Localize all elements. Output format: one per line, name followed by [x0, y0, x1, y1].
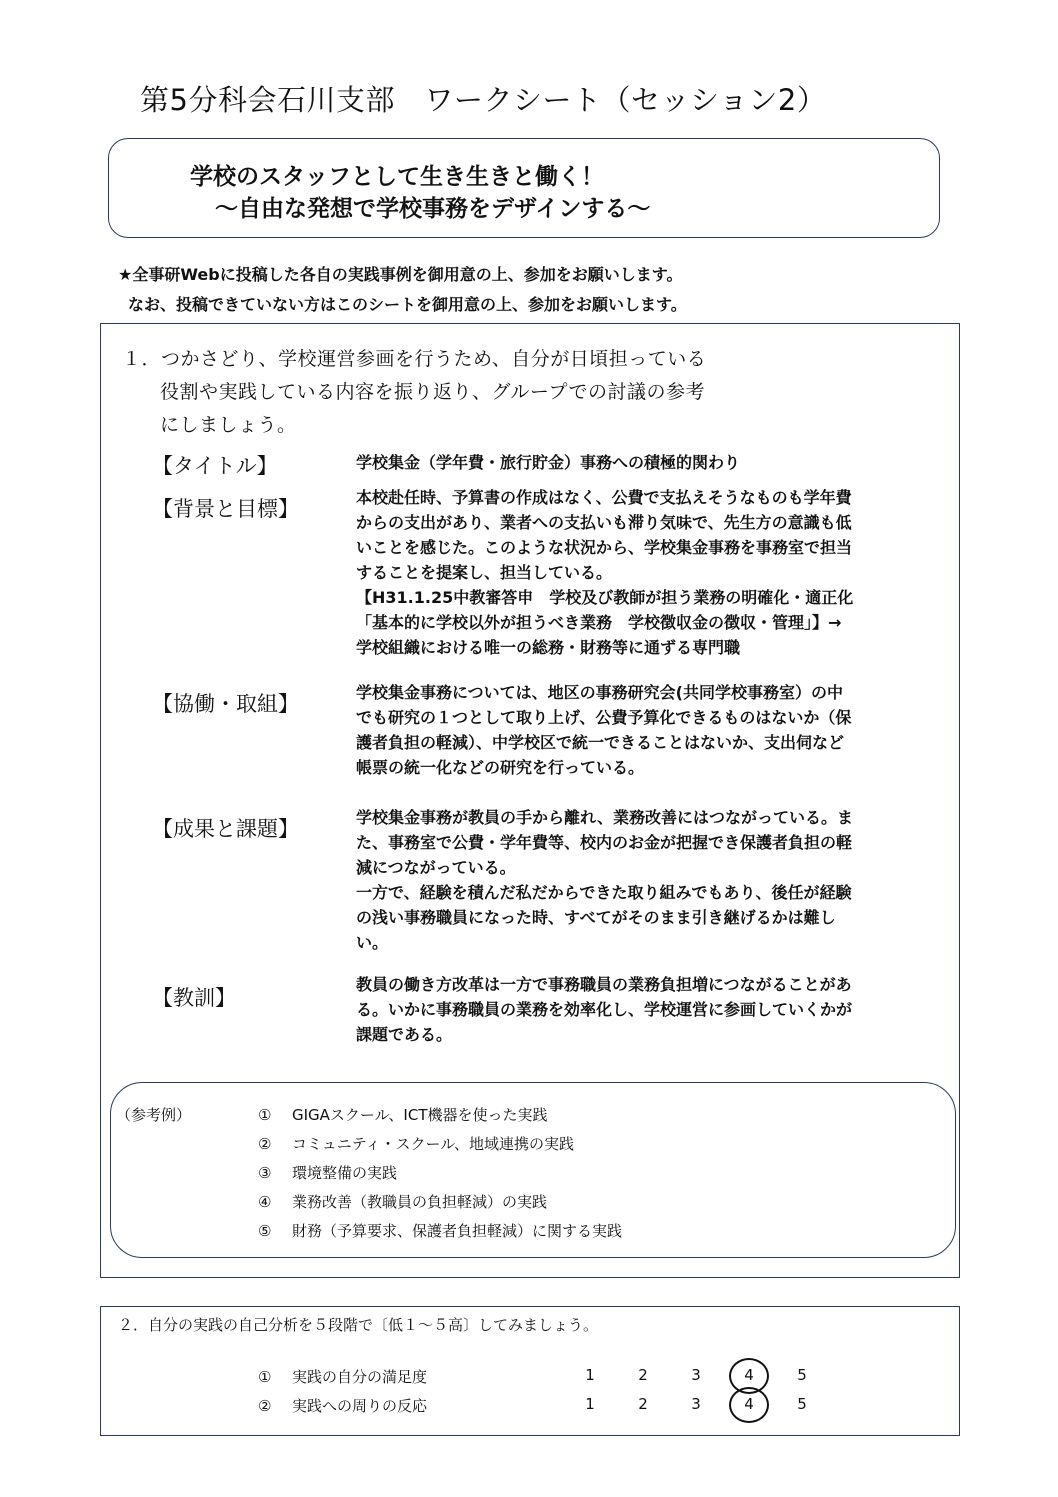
label-title: 【タイトル】 [152, 454, 278, 478]
label-background: 【背景と目標】 [152, 497, 299, 521]
content-background: 本校赴任時、予算書の作成はなく、公費で支払えそうなものも学年費 からの支出があり、業者への支払いも滞り気味で、先生方の意識も低 いことを感じた。このような状況から、学校集金事務を事務室で担当 することを提案し、担当している。 【H31.1.25中教審答申 学校及び教師が担う業務の明確化・適正化 「基本的に学校以外が担うべき業務 学校徴収金の徴収・管理」】→ 学校組織における唯一の総務・財務等に通ずる専門職 [356, 488, 854, 657]
rating-option[interactable]: 1 [585, 1366, 595, 1384]
rating-option[interactable]: 2 [638, 1395, 648, 1413]
content-results: 学校集金事務が教員の手から離れ、業務改善にはつながっている。ま た、事務室で公費・学年費等、校内のお金が把握でき保護者負担の軽 減につながっている。 一方で、経験を積んだ私だからできた取り組みでもあり、後任が経験 の浅い事務職員になった時、すべてがそのまま引き継げるかは難し い。 [356, 808, 853, 952]
notice-line-2: なお、投稿できていない方はこのシートを御用意の上、参加をお願いします。 [128, 295, 687, 314]
theme-subtitle: ～自由な発想で学校事務をデザインする～ [215, 196, 651, 222]
selected-rating-circle [729, 1387, 769, 1423]
section-2-question: ２．自分の実践の自己分析を５段階で〔低１～５高〕してみましょう。 [118, 1316, 599, 1334]
reference-item: ③ 環境整備の実践 [258, 1164, 398, 1182]
label-results: 【成果と課題】 [152, 817, 299, 841]
rating-option[interactable]: 1 [585, 1395, 595, 1413]
section-1-question-line: １．つかさどり、学校運営参画を行うため、自分が日頃担っている [122, 348, 707, 370]
rating-option[interactable]: 4 [744, 1366, 754, 1384]
rating-option[interactable]: 4 [744, 1395, 754, 1413]
rating-option[interactable]: 3 [691, 1366, 701, 1384]
rating-row-label: ① 実践の自分の満足度 [258, 1368, 428, 1386]
rating-option[interactable]: 5 [797, 1395, 807, 1413]
section-1-question-line: にしましょう。 [160, 414, 297, 436]
label-collaboration: 【協働・取組】 [152, 692, 299, 716]
content-title: 学校集金（学年費・旅行貯金）事務への積極的関わり [356, 453, 741, 472]
section-1-question-line: 役割や実践している内容を振り返り、グループでの討議の参考 [160, 381, 706, 403]
content-collaboration: 学校集金事務については、地区の事務研究会(共同学校事務室）の中 でも研究の１つとして取り上げ、公費予算化できるものはないか（保 護者負担の軽減）、中学校区で統一できることはないか、支出伺など 帳票の統一化などの研究を行っている。 [356, 683, 852, 777]
reference-label: （参考例） [116, 1106, 192, 1124]
label-lessons: 【教訓】 [152, 986, 236, 1010]
theme-title: 学校のスタッフとして生き生きと働く！ [190, 164, 604, 190]
worksheet-title: 第5分科会石川支部 ワークシート（セッション2） [140, 83, 827, 117]
rating-row-label: ② 実践への周りの反応 [258, 1397, 428, 1415]
rating-option[interactable]: 2 [638, 1366, 648, 1384]
notice-line-1: ★全事研Webに投稿した各自の実践事例を御用意の上、参加をお願いします。 [118, 265, 683, 284]
reference-item: ① GIGAスクール、ICT機器を使った実践 [258, 1106, 548, 1124]
rating-option[interactable]: 5 [797, 1366, 807, 1384]
reference-item: ② コミュニティ・スクール、地域連携の実践 [258, 1135, 575, 1153]
content-lessons: 教員の働き方改革は一方で事務職員の業務負担増につながることがあ る。いかに事務職員の業務を効率化し、学校運営に参画していくかが 課題である。 [356, 975, 853, 1044]
reference-item: ④ 業務改善（教職員の負担軽減）の実践 [258, 1193, 548, 1211]
reference-item: ⑤ 財務（予算要求、保護者負担軽減）に関する実践 [258, 1222, 623, 1240]
rating-option[interactable]: 3 [691, 1395, 701, 1413]
